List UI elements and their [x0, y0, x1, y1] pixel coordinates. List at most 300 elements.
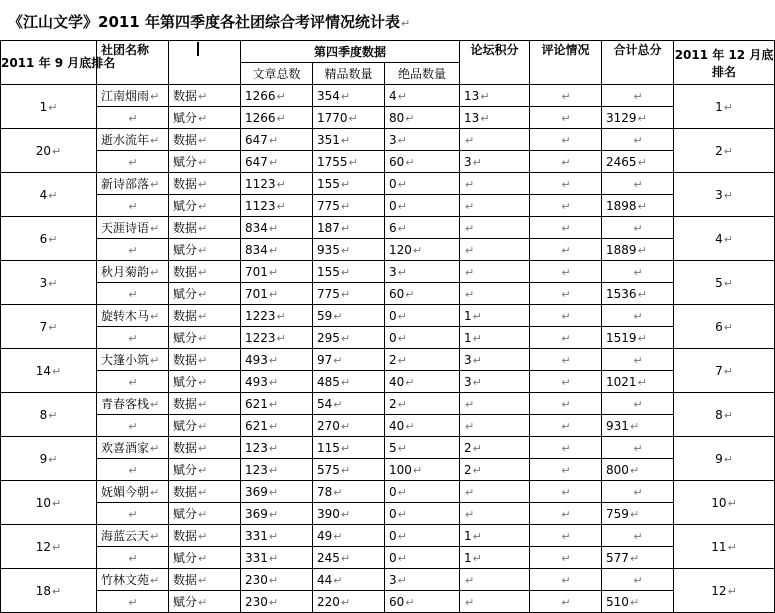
data-featured-cell-text: 49: [317, 528, 333, 543]
data-featured-cell: [313, 85, 385, 107]
club-name-empty-cell: [97, 459, 169, 481]
score-featured-cell-text: 575: [317, 462, 340, 477]
data-articles-cell: [241, 393, 313, 415]
data-featured-cell-text: 44: [317, 572, 333, 587]
paragraph-mark-icon: ↵: [561, 309, 571, 323]
data-featured-cell-text: 97: [317, 352, 333, 367]
paragraph-mark-icon: ↵: [198, 508, 208, 521]
paragraph-mark-icon: ↵: [268, 265, 279, 279]
paragraph-mark-icon: ↵: [561, 529, 571, 543]
paragraph-mark-icon: ↵: [633, 309, 643, 323]
data-total-cell: [602, 569, 674, 591]
sep-rank-cell: [1, 305, 97, 349]
score-premium-cell-text: 60: [389, 286, 405, 301]
score-comment-cell: [530, 151, 602, 173]
paragraph-mark-icon: ↵: [561, 419, 571, 433]
paragraph-mark-icon: ↵: [723, 276, 733, 290]
dec-rank-cell-text: 11: [711, 539, 727, 554]
paragraph-mark-icon: ↵: [561, 177, 571, 191]
paragraph-mark-icon: ↵: [268, 507, 279, 521]
data-articles-cell: [241, 481, 313, 503]
score-forum-cell-text: 3: [464, 154, 472, 169]
club-name-cell-text: 海蓝云天: [101, 529, 150, 543]
score-comment-cell: [530, 327, 602, 349]
paragraph-mark-icon: ↵: [340, 177, 351, 191]
data-comment-cell: [530, 305, 602, 327]
score-featured-cell: [313, 151, 385, 173]
score-articles-cell: [241, 239, 313, 261]
sep-rank-cell: [1, 393, 97, 437]
paragraph-mark-icon: ↵: [723, 144, 733, 158]
paragraph-mark-icon: ↵: [268, 573, 279, 587]
paragraph-mark-icon: ↵: [472, 353, 482, 367]
table-row: [1, 107, 775, 129]
paragraph-mark-icon: ↵: [150, 310, 160, 323]
paragraph-mark-icon: ↵: [412, 243, 423, 257]
club-name-cell-text: 竹林文苑: [101, 573, 150, 587]
data-forum-cell: [460, 173, 530, 195]
row-label-score: [169, 151, 241, 173]
data-premium-cell-text: 3: [389, 132, 397, 147]
paragraph-mark-icon: ↵: [633, 485, 643, 499]
sep-rank-cell: [1, 217, 97, 261]
dec-rank-cell-text: 5: [715, 275, 723, 290]
data-comment-cell: [530, 173, 602, 195]
score-premium-cell: [385, 503, 460, 525]
paragraph-mark-icon: ↵: [465, 507, 475, 521]
data-featured-cell: [313, 525, 385, 547]
paragraph-mark-icon: ↵: [198, 332, 208, 345]
paragraph-mark-icon: ↵: [633, 353, 643, 367]
paragraph-mark-icon: ↵: [472, 331, 482, 345]
score-articles-cell-text: 621: [245, 418, 268, 433]
paragraph-mark-icon: ↵: [561, 199, 571, 213]
score-articles-cell: [241, 459, 313, 481]
paragraph-mark-icon: ↵: [268, 441, 279, 455]
score-featured-cell-text: 1755: [317, 154, 348, 169]
paragraph-mark-icon: ↵: [198, 574, 208, 587]
paragraph-mark-icon: ↵: [561, 221, 571, 235]
data-articles-cell: [241, 349, 313, 371]
paragraph-mark-icon: ↵: [727, 496, 737, 510]
paragraph-mark-icon: ↵: [150, 134, 160, 147]
paragraph-mark-icon: ↵: [48, 188, 58, 202]
data-comment-cell: [530, 129, 602, 151]
score-forum-cell: [460, 459, 530, 481]
data-premium-cell: [385, 525, 460, 547]
data-featured-cell: [313, 217, 385, 239]
paragraph-mark-icon: ↵: [276, 199, 286, 213]
data-forum-cell-text: 2: [464, 440, 472, 455]
data-comment-cell: [530, 349, 602, 371]
score-featured-cell: [313, 503, 385, 525]
data-premium-cell: [385, 349, 460, 371]
document-title-text: 《江山文学》2011 年第四季度各社团综合考评情况统计表: [8, 13, 400, 31]
club-name-empty-cell: [97, 547, 169, 569]
score-articles-cell-text: 1266: [245, 110, 276, 125]
data-articles-cell-text: 230: [245, 572, 268, 587]
row-label-data-text: 数据: [173, 265, 198, 279]
club-name-empty-cell: [97, 151, 169, 173]
data-articles-cell-text: 369: [245, 484, 268, 499]
paragraph-mark-icon: ↵: [561, 331, 571, 345]
paragraph-mark-icon: ↵: [348, 155, 358, 169]
paragraph-mark-icon: ↵: [48, 100, 58, 114]
score-forum-cell: [460, 195, 530, 217]
club-name-cell-text: 大篷小筑: [101, 353, 150, 367]
dec-rank-cell: [674, 85, 775, 129]
club-name-cell: [97, 85, 169, 107]
paragraph-mark-icon: ↵: [340, 199, 351, 213]
data-premium-cell-text: 0: [389, 484, 397, 499]
score-total-cell-text: 577: [606, 550, 629, 565]
paragraph-mark-icon: ↵: [629, 419, 640, 433]
score-featured-cell-text: 270: [317, 418, 340, 433]
data-premium-cell-text: 2: [389, 352, 397, 367]
data-total-cell: [602, 525, 674, 547]
data-forum-cell: [460, 569, 530, 591]
data-featured-cell-text: 155: [317, 176, 340, 191]
paragraph-mark-icon: ↵: [637, 287, 647, 301]
dec-rank-cell-text: 6: [715, 319, 723, 334]
data-featured-cell: [313, 305, 385, 327]
data-comment-cell: [530, 261, 602, 283]
paragraph-mark-icon: ↵: [150, 90, 160, 103]
data-featured-cell-text: 59: [317, 308, 333, 323]
score-featured-cell: [313, 415, 385, 437]
row-label-data-text: 数据: [173, 485, 198, 499]
row-label-data: [169, 85, 241, 107]
paragraph-mark-icon: ↵: [128, 243, 138, 257]
row-label-data-text: 数据: [173, 441, 198, 455]
dec-rank-cell-text: 8: [715, 407, 723, 422]
row-label-score: [169, 591, 241, 613]
row-label-data-text: 数据: [173, 353, 198, 367]
paragraph-mark-icon: ↵: [340, 507, 351, 521]
paragraph-mark-icon: ↵: [198, 420, 208, 433]
score-premium-cell-text: 40: [389, 418, 405, 433]
table-row: [1, 525, 775, 547]
paragraph-mark-icon: ↵: [561, 133, 571, 147]
sep-rank-cell-text: 12: [35, 539, 52, 554]
score-articles-cell: [241, 591, 313, 613]
data-featured-cell-text: 54: [317, 396, 333, 411]
paragraph-mark-icon: ↵: [150, 178, 160, 191]
header-q4-data: 第四季度数据: [241, 41, 460, 63]
data-forum-cell: [460, 129, 530, 151]
score-featured-cell: [313, 283, 385, 305]
club-name-empty-cell: [97, 415, 169, 437]
paragraph-mark-icon: ↵: [472, 375, 482, 389]
club-name-cell: [97, 481, 169, 503]
data-featured-cell: [313, 437, 385, 459]
score-total-cell: [602, 503, 674, 525]
data-total-cell: [602, 349, 674, 371]
paragraph-mark-icon: ↵: [198, 178, 208, 191]
data-articles-cell-text: 701: [245, 264, 268, 279]
score-articles-cell: [241, 107, 313, 129]
data-premium-cell: [385, 393, 460, 415]
data-comment-cell: [530, 85, 602, 107]
paragraph-mark-icon: ↵: [472, 441, 482, 455]
paragraph-mark-icon: ↵: [472, 155, 482, 169]
score-articles-cell-text: 834: [245, 242, 268, 257]
score-featured-cell-text: 775: [317, 286, 340, 301]
paragraph-mark-icon: ↵: [52, 496, 62, 510]
row-label-score: [169, 503, 241, 525]
row-label-score-text: 赋分: [173, 595, 198, 609]
paragraph-mark-icon: ↵: [340, 89, 351, 103]
paragraph-mark-icon: ↵: [268, 529, 279, 543]
row-label-score: [169, 459, 241, 481]
dec-rank-cell-text: 1: [715, 99, 723, 114]
header-articles: 文章总数: [241, 63, 313, 85]
data-forum-cell: [460, 305, 530, 327]
paragraph-mark-icon: ↵: [128, 331, 138, 345]
data-premium-cell: [385, 217, 460, 239]
sep-rank-cell: [1, 569, 97, 613]
score-featured-cell: [313, 459, 385, 481]
data-forum-cell: [460, 525, 530, 547]
paragraph-mark-icon: ↵: [276, 89, 286, 103]
paragraph-mark-icon: ↵: [397, 529, 407, 543]
table-row: [1, 371, 775, 393]
score-featured-cell: [313, 239, 385, 261]
paragraph-mark-icon: ↵: [561, 551, 571, 565]
sep-rank-cell: [1, 261, 97, 305]
score-comment-cell: [530, 107, 602, 129]
table-row: [1, 437, 775, 459]
club-name-cell: [97, 305, 169, 327]
paragraph-mark-icon: ↵: [268, 485, 279, 499]
club-name-cell: [97, 173, 169, 195]
paragraph-mark-icon: ↵: [198, 244, 208, 257]
club-name-empty-cell: [97, 239, 169, 261]
paragraph-mark-icon: ↵: [333, 573, 343, 587]
paragraph-mark-icon: ↵: [629, 551, 640, 565]
paragraph-mark-icon: ↵: [637, 155, 647, 169]
score-forum-cell-text: 1: [464, 330, 472, 345]
club-name-cell-text: 逝水流年: [101, 133, 150, 147]
score-articles-cell: [241, 327, 313, 349]
score-total-cell: [602, 415, 674, 437]
score-forum-cell-text: 1: [464, 550, 472, 565]
paragraph-mark-icon: ↵: [333, 309, 343, 323]
table-row: [1, 547, 775, 569]
data-comment-cell: [530, 217, 602, 239]
dec-rank-cell-text: 10: [711, 495, 727, 510]
club-name-cell-text: 天涯诗语: [101, 221, 150, 235]
dec-rank-cell: [674, 305, 775, 349]
score-total-cell-text: 510: [606, 594, 629, 609]
score-articles-cell: [241, 547, 313, 569]
paragraph-mark-icon: ↵: [633, 529, 643, 543]
data-premium-cell-text: 2: [389, 396, 397, 411]
paragraph-mark-icon: ↵: [52, 584, 62, 598]
score-featured-cell: [313, 547, 385, 569]
table-row: [1, 591, 775, 613]
data-articles-cell: [241, 569, 313, 591]
data-articles-cell-text: 1223: [245, 308, 276, 323]
paragraph-mark-icon: ↵: [268, 221, 279, 235]
data-comment-cell: [530, 393, 602, 415]
paragraph-mark-icon: ↵: [397, 551, 407, 565]
row-label-data: [169, 525, 241, 547]
paragraph-mark-icon: ↵: [465, 221, 475, 235]
score-forum-cell: [460, 327, 530, 349]
data-articles-cell: [241, 173, 313, 195]
table-row: [1, 85, 775, 107]
paragraph-mark-icon: ↵: [561, 353, 571, 367]
row-label-data-text: 数据: [173, 177, 198, 191]
paragraph-mark-icon: ↵: [397, 441, 407, 455]
paragraph-mark-icon: ↵: [198, 222, 208, 235]
table-row: [1, 173, 775, 195]
dec-rank-cell-text: 9: [715, 451, 723, 466]
data-premium-cell-text: 3: [389, 264, 397, 279]
sep-rank-cell: [1, 85, 97, 129]
paragraph-mark-icon: ↵: [465, 133, 475, 147]
club-name-empty-cell: [97, 327, 169, 349]
paragraph-mark-icon: ↵: [561, 573, 571, 587]
row-label-score: [169, 327, 241, 349]
paragraph-mark-icon: ↵: [397, 353, 407, 367]
data-featured-cell: [313, 481, 385, 503]
header-comments: 评论情况: [530, 41, 602, 85]
sep-rank-cell: [1, 129, 97, 173]
paragraph-mark-icon: ↵: [340, 419, 351, 433]
paragraph-mark-icon: ↵: [333, 485, 343, 499]
paragraph-mark-icon: ↵: [52, 144, 62, 158]
data-premium-cell: [385, 481, 460, 503]
club-name-cell-text: 妩媚今朝: [101, 485, 150, 499]
row-label-score-text: 赋分: [173, 331, 198, 345]
row-label-data: [169, 437, 241, 459]
paragraph-mark-icon: ↵: [561, 485, 571, 499]
paragraph-mark-icon: ↵: [465, 419, 475, 433]
table-row: [1, 393, 775, 415]
paragraph-mark-icon: ↵: [465, 199, 475, 213]
data-articles-cell-text: 331: [245, 528, 268, 543]
paragraph-mark-icon: ↵: [405, 375, 415, 389]
paragraph-mark-icon: ↵: [397, 265, 407, 279]
paragraph-mark-icon: ↵: [400, 17, 411, 30]
paragraph-mark-icon: ↵: [561, 463, 571, 477]
score-total-cell: [602, 283, 674, 305]
paragraph-mark-icon: ↵: [340, 243, 351, 257]
data-premium-cell-text: 0: [389, 308, 397, 323]
dec-rank-cell: [674, 349, 775, 393]
club-name-cell: [97, 349, 169, 371]
paragraph-mark-icon: ↵: [198, 200, 208, 213]
paragraph-mark-icon: ↵: [397, 485, 407, 499]
paragraph-mark-icon: ↵: [198, 596, 208, 609]
paragraph-mark-icon: ↵: [561, 89, 571, 103]
table-row: [1, 151, 775, 173]
score-featured-cell: [313, 371, 385, 393]
score-total-cell-text: 931: [606, 418, 629, 433]
score-featured-cell-text: 1770: [317, 110, 348, 125]
data-featured-cell: [313, 173, 385, 195]
paragraph-mark-icon: ↵: [128, 199, 138, 213]
header-forum-points: 论坛积分: [460, 41, 530, 85]
row-label-data-text: 数据: [173, 309, 198, 323]
paragraph-mark-icon: ↵: [333, 397, 343, 411]
score-premium-cell: [385, 547, 460, 569]
header-row-1: [1, 41, 775, 63]
data-premium-cell-text: 4: [389, 88, 397, 103]
paragraph-mark-icon: ↵: [340, 265, 351, 279]
paragraph-mark-icon: ↵: [128, 155, 138, 169]
data-premium-cell-text: 3: [389, 572, 397, 587]
data-forum-cell: [460, 481, 530, 503]
data-total-cell: [602, 173, 674, 195]
score-articles-cell-text: 369: [245, 506, 268, 521]
paragraph-mark-icon: ↵: [52, 364, 62, 378]
data-featured-cell-text: 155: [317, 264, 340, 279]
paragraph-mark-icon: ↵: [405, 155, 415, 169]
club-name-cell: [97, 129, 169, 151]
paragraph-mark-icon: ↵: [480, 89, 490, 103]
table-row: [1, 217, 775, 239]
paragraph-mark-icon: ↵: [48, 320, 58, 334]
paragraph-mark-icon: ↵: [268, 353, 279, 367]
paragraph-mark-icon: ↵: [128, 111, 138, 125]
row-label-score: [169, 371, 241, 393]
data-premium-cell: [385, 569, 460, 591]
paragraph-mark-icon: ↵: [198, 486, 208, 499]
sep-rank-cell: [1, 525, 97, 569]
row-label-data: [169, 349, 241, 371]
data-featured-cell: [313, 393, 385, 415]
data-forum-cell: [460, 393, 530, 415]
paragraph-mark-icon: ↵: [340, 331, 351, 345]
paragraph-mark-icon: ↵: [268, 397, 279, 411]
sep-rank-cell-text: 20: [35, 143, 52, 158]
score-premium-cell: [385, 327, 460, 349]
data-forum-cell: [460, 349, 530, 371]
paragraph-mark-icon: ↵: [276, 177, 286, 191]
paragraph-mark-icon: ↵: [723, 320, 733, 334]
paragraph-mark-icon: ↵: [268, 243, 279, 257]
paragraph-mark-icon: ↵: [397, 221, 407, 235]
dec-rank-cell: [674, 173, 775, 217]
score-forum-cell: [460, 371, 530, 393]
row-label-score-text: 赋分: [173, 551, 198, 565]
row-label-score: [169, 547, 241, 569]
club-name-cell-text: 青春客栈: [101, 397, 150, 411]
sep-rank-cell: [1, 481, 97, 525]
paragraph-mark-icon: ↵: [405, 111, 415, 125]
paragraph-mark-icon: ↵: [561, 243, 571, 257]
row-label-score: [169, 415, 241, 437]
score-featured-cell-text: 245: [317, 550, 340, 565]
header-sep-rank: 2011 年 9 月底排名: [1, 41, 97, 85]
header-dec-rank: 2011 年 12 月底排名: [674, 41, 775, 85]
paragraph-mark-icon: ↵: [472, 529, 482, 543]
score-total-cell-text: 800: [606, 462, 629, 477]
club-name-cell: [97, 437, 169, 459]
paragraph-mark-icon: ↵: [150, 266, 160, 279]
score-total-cell-text: 1536: [606, 286, 637, 301]
paragraph-mark-icon: ↵: [333, 353, 343, 367]
score-forum-cell: [460, 415, 530, 437]
row-label-score-text: 赋分: [173, 199, 198, 213]
paragraph-mark-icon: ↵: [198, 288, 208, 301]
data-articles-cell: [241, 85, 313, 107]
score-featured-cell: [313, 327, 385, 349]
row-label-score-text: 赋分: [173, 463, 198, 477]
